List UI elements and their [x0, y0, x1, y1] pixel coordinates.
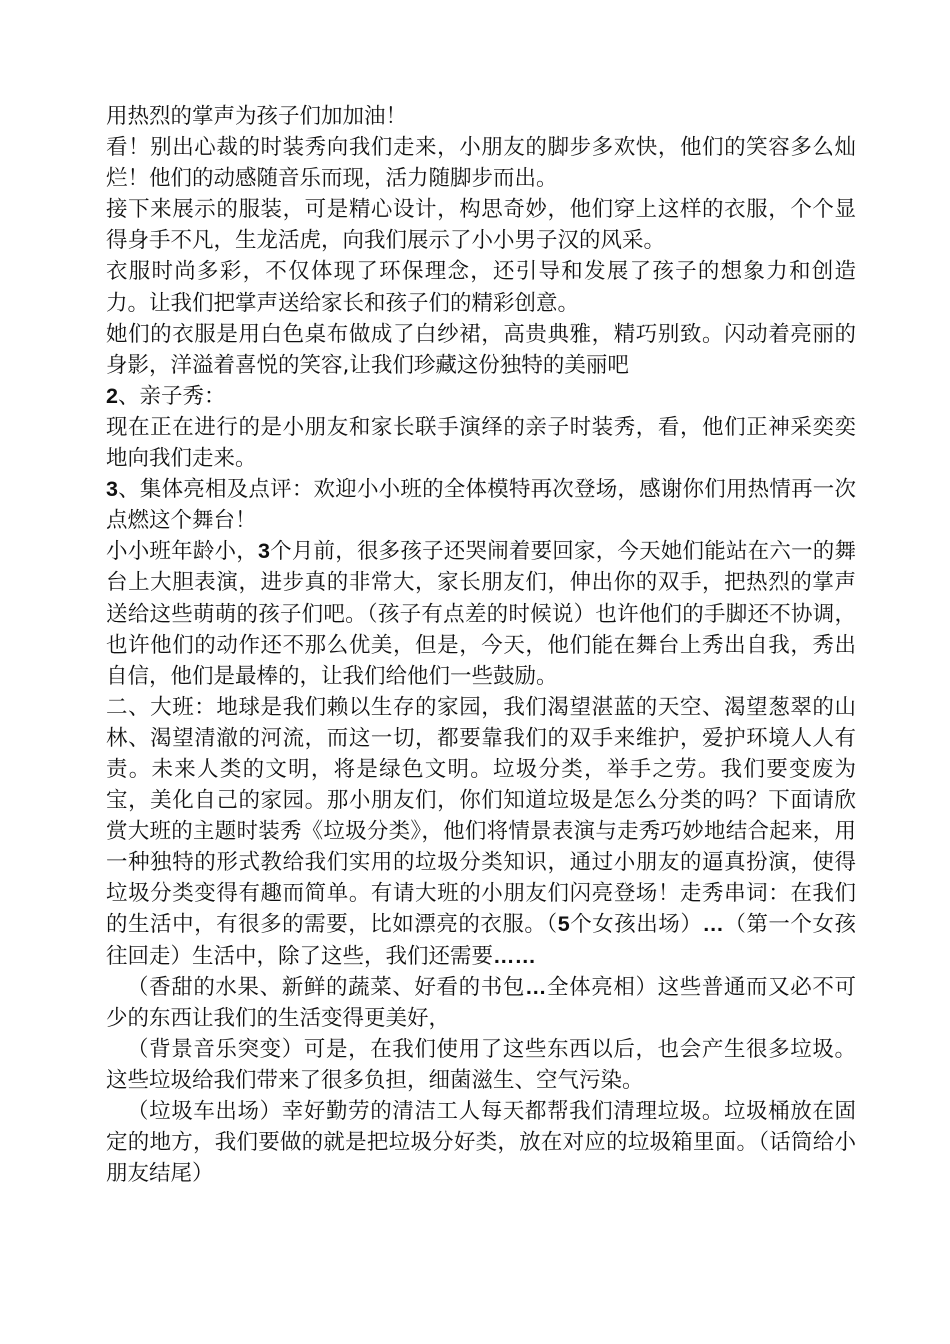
text-run: （香甜的水果、新鲜的蔬菜、好看的书包: [127, 974, 525, 1000]
paragraph-eco-concept: 衣服时尚多彩，不仅体现了环保理念，还引导和发展了孩子的想象力和创造力。让我们把掌声送给家长和孩子们的精彩创意。: [106, 259, 856, 316]
ellipsis-run: ……: [493, 943, 537, 968]
number-run: 5: [557, 912, 570, 937]
paragraph-small-class: [106, 536, 856, 691]
text-run: 小小班年龄小，: [106, 539, 258, 565]
paragraph-big-class: [106, 692, 856, 972]
text-run: 个女孩出场）: [569, 912, 703, 938]
number-run: 3: [257, 539, 270, 564]
paragraph-parent-child-show: 现在正在进行的是小朋友和家长联手演绎的亲子时装秀，看，他们正神采奕奕地向我们走来。: [106, 414, 856, 472]
text-run: 二、大班：地球是我们赖以生存的家园，我们渴望湛蓝的天空、渴望葱翠的山林、渴望清澈的河流，而这一切，都要靠我们的双手来维护，爱护环境人人有责。未来人类的文明，将是绿色文明。垃圾分类，举手之劳。我们要变废为宝，美化自己的家园。那小朋友们，你们知道垃圾是怎么分类的吗？下面请欣赏大班的主题时装秀《垃圾分类》，他们将情景表演与走秀巧妙地结合起来，用一种独特的形式教给我们实用的垃圾分类知识，通过小朋友的逼真扮演，使得垃圾分类变得有趣而简单。有请大班的小朋友们闪亮登场！走秀串词：在我们的生活中，有很多的需要，比如漂亮的衣服。（: [106, 694, 856, 938]
paragraph-garbage-truck: （垃圾车出场）幸好勤劳的清洁工人每天都帮我们清理垃圾。垃圾桶放在固定的地方，我们要做的就是把垃圾分好类，放在对应的垃圾箱里面。（话筒给小朋友结尾）: [106, 1099, 856, 1187]
ellipsis-run: …: [524, 974, 547, 999]
heading-text: 、集体亮相及点评：欢迎小小班的全体模特再次登场，感谢你们用热情再一次点燃这个舞台！: [106, 477, 856, 534]
heading-group-review: [106, 474, 856, 536]
heading-parent-child-show: [106, 381, 856, 412]
paragraph-fruits-vegetables: [106, 972, 856, 1034]
text-run: 全体亮相）这些普通而又必不可少的东西让我们的生活变得更美好，: [106, 974, 856, 1031]
section-number: 3: [106, 477, 118, 502]
ellipsis-run: …: [702, 912, 724, 937]
heading-text: 、亲子秀：: [117, 383, 226, 409]
paragraph-music-change: （背景音乐突变）可是，在我们使用了这些东西以后，也会产生很多垃圾。这些垃圾给我们带来了很多负担，细菌滋生、空气污染。: [106, 1036, 856, 1093]
paragraph-fashion-show-intro: 看！别出心裁的时装秀向我们走来，小朋友的脚步多欢快，他们的笑容多么灿烂！他们的动感随音乐而现，活力随脚步而出。: [106, 135, 856, 192]
section-number: 2: [106, 383, 118, 408]
text-run: 个月前，很多孩子还哭闹着要回家，今天她们能站在六一的舞台上大胆表演，进步真的非常大，家长朋友们，伸出你的双手，把热烈的掌声送给这些萌萌的孩子们吧。（孩子有点差的时候说）也许他们的手脚还不协调，也许他们的动作还不那么优美，但是，今天，他们能在舞台上秀出自我，秀出自信，他们是最棒的，让我们给他们一些鼓励。: [106, 539, 856, 689]
text-run: （第一个女孩往回走）生活中，除了这些，我们还需要: [106, 912, 856, 969]
paragraph-costume-design: 接下来展示的服装，可是精心设计，构思奇妙，他们穿上这样的衣服，个个显得身手不凡，生龙活虎，向我们展示了小小男子汉的风采。: [106, 197, 856, 254]
paragraph-cheer: 用热烈的掌声为孩子们加加油！: [106, 104, 408, 129]
paragraph-white-dress: 她们的衣服是用白色桌布做成了白纱裙，高贵典雅，精巧别致。闪动着亮丽的身影，洋溢着喜悦的笑容,让我们珍藏这份独特的美丽吧: [106, 321, 856, 378]
document-page: [106, 101, 856, 1189]
